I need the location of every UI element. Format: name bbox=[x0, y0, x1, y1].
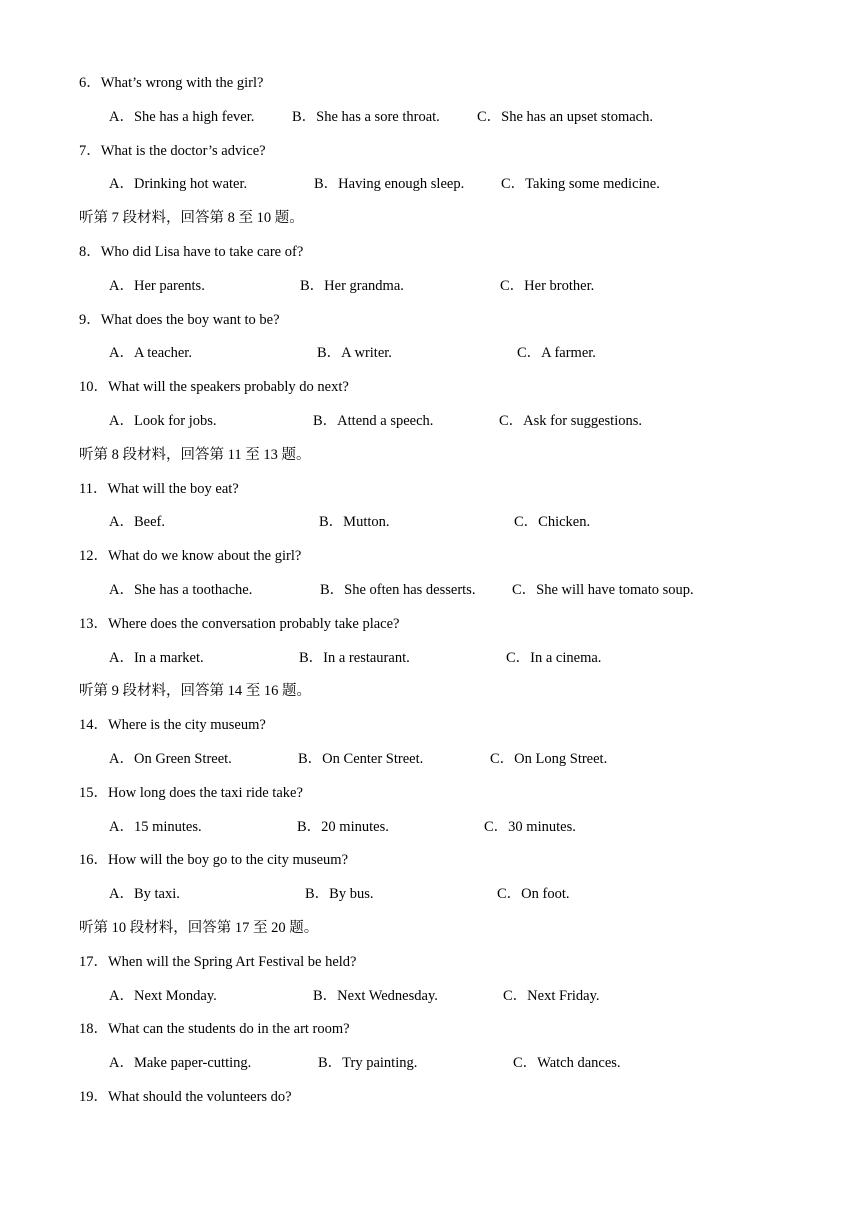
question-15: 15．How long does the taxi ride take? bbox=[79, 784, 303, 801]
question-14: 14．Where is the city museum? bbox=[79, 717, 266, 734]
option-b: B．20 minutes. bbox=[297, 818, 389, 835]
options-row bbox=[0, 749, 860, 769]
option-a: A．On Green Street. bbox=[109, 751, 232, 767]
options-row bbox=[0, 174, 860, 194]
option-a: A．Beef. bbox=[109, 514, 165, 531]
option-c: C．30 minutes. bbox=[484, 818, 576, 835]
option-a: A．She has a high fever. bbox=[109, 108, 255, 125]
option-b: B．Her grandma. bbox=[300, 277, 404, 294]
option-a: A．15 minutes. bbox=[109, 818, 202, 835]
question-17: 17．When will the Spring Art Festival be held? bbox=[79, 953, 357, 970]
options-row bbox=[0, 580, 860, 600]
option-c: C．On foot. bbox=[497, 886, 570, 903]
options-row bbox=[0, 107, 860, 127]
options-row bbox=[0, 817, 860, 837]
options-row bbox=[0, 648, 860, 668]
option-c: C．In a cinema. bbox=[506, 649, 602, 666]
option-b: B．By bus. bbox=[305, 886, 374, 903]
option-c: C．Chicken. bbox=[514, 514, 591, 531]
options-row bbox=[0, 343, 860, 363]
option-c: C．She will have tomato soup. bbox=[512, 582, 694, 598]
section-header: 听第 10 段材料，回答第 17 至 20 题。 bbox=[79, 920, 319, 936]
question-18: 18．What can the students do in the art room? bbox=[79, 1021, 350, 1038]
options-row bbox=[0, 986, 860, 1006]
option-c: C．She has an upset stomach. bbox=[477, 108, 653, 125]
option-a: A．In a market. bbox=[109, 649, 204, 666]
question-11: 11．What will the boy eat? bbox=[79, 480, 239, 497]
option-b: B．She often has desserts. bbox=[320, 582, 476, 598]
option-a: A．A teacher. bbox=[109, 345, 192, 362]
option-c: C．Next Friday. bbox=[503, 987, 600, 1004]
option-a: A．Her parents. bbox=[109, 277, 205, 294]
options-row bbox=[0, 884, 860, 904]
question-12: 12．What do we know about the girl? bbox=[79, 548, 302, 565]
question-16: 16．How will the boy go to the city museum? bbox=[79, 852, 349, 869]
option-a: A．By taxi. bbox=[109, 886, 180, 903]
options-row bbox=[0, 1053, 860, 1073]
option-a: A．Make paper-cutting. bbox=[109, 1055, 252, 1072]
options-row bbox=[0, 512, 860, 532]
option-c: C．A farmer. bbox=[517, 345, 596, 362]
option-c: C．Her brother. bbox=[500, 277, 595, 294]
option-c: C．Ask for suggestions. bbox=[499, 413, 642, 429]
option-a: A．She has a toothache. bbox=[109, 582, 253, 598]
option-b: B．Next Wednesday. bbox=[313, 987, 438, 1004]
option-a: A．Next Monday. bbox=[109, 987, 217, 1004]
question-13: 13．Where does the conversation probably take place? bbox=[79, 615, 400, 632]
option-b: B．A writer. bbox=[317, 345, 392, 362]
question-9: 9．What does the boy want to be? bbox=[79, 311, 280, 328]
option-b: B．Having enough sleep. bbox=[314, 176, 465, 193]
section-header: 听第 8 段材料，回答第 11 至 13 题。 bbox=[79, 446, 311, 463]
option-b: B．Mutton. bbox=[319, 514, 390, 531]
options-row bbox=[0, 411, 860, 431]
option-c: C．On Long Street. bbox=[490, 751, 608, 767]
option-c: C．Watch dances. bbox=[513, 1055, 621, 1072]
question-7: 7．What is the doctor’s advice? bbox=[79, 142, 266, 159]
option-b: B．On Center Street. bbox=[298, 751, 424, 767]
option-b: B．Try painting. bbox=[318, 1055, 418, 1072]
option-b: B．She has a sore throat. bbox=[292, 108, 440, 125]
option-a: A．Look for jobs. bbox=[109, 413, 217, 429]
question-19: 19．What should the volunteers do? bbox=[79, 1089, 292, 1105]
section-header: 听第 7 段材料，回答第 8 至 10 题。 bbox=[79, 210, 304, 227]
question-8: 8．Who did Lisa have to take care of? bbox=[79, 244, 304, 260]
question-6: 6．What’s wrong with the girl? bbox=[79, 75, 264, 91]
option-a: A．Drinking hot water. bbox=[109, 176, 248, 193]
option-c: C．Taking some medicine. bbox=[501, 176, 660, 193]
question-10: 10．What will the speakers probably do next? bbox=[79, 379, 349, 396]
options-row bbox=[0, 276, 860, 296]
option-b: B．Attend a speech. bbox=[313, 413, 434, 429]
section-header: 听第 9 段材料，回答第 14 至 16 题。 bbox=[79, 683, 311, 700]
option-b: B．In a restaurant. bbox=[299, 649, 410, 666]
